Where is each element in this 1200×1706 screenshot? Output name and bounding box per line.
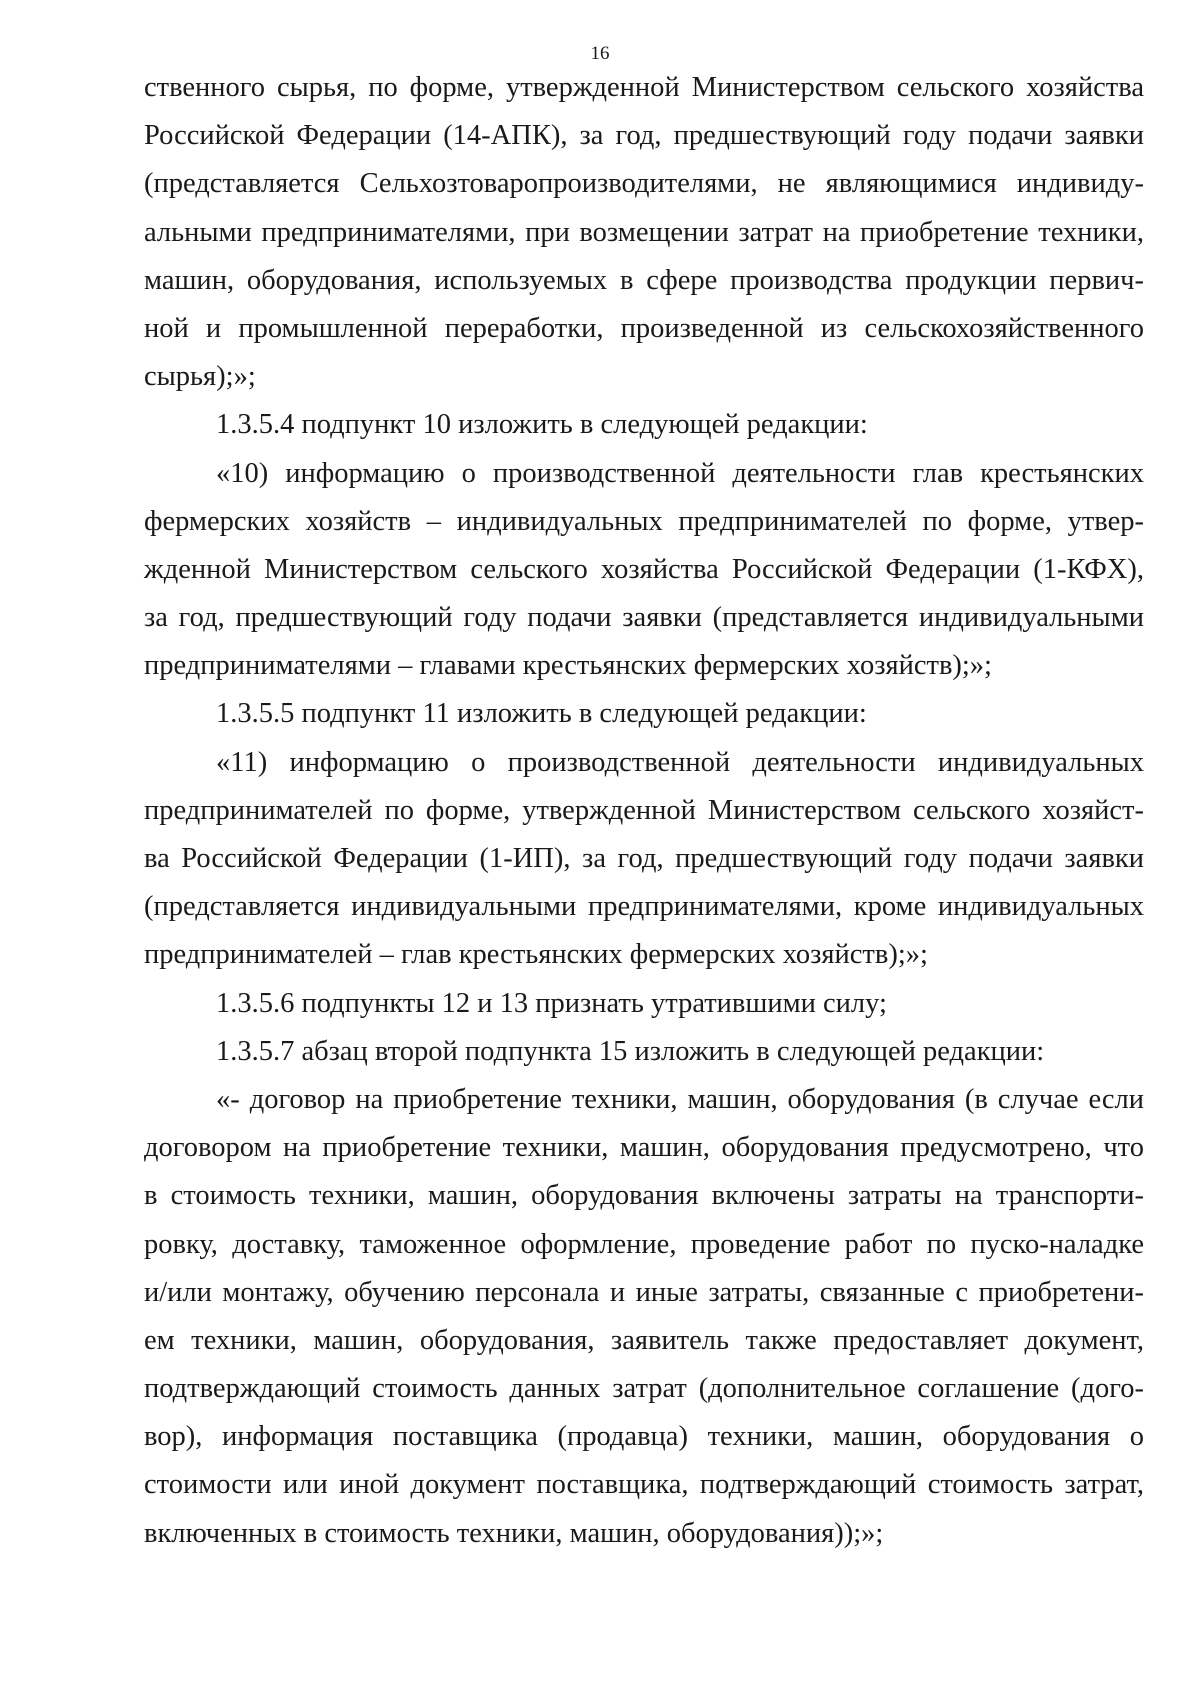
text-line: 1.3.5.4 подпункт 10 изложить в следующей редакции: (216, 409, 868, 441)
text-line: ем техники, машин, оборудования, заявитель также предоставляет документ, (144, 1324, 1144, 1356)
text-line: 1.3.5.5 подпункт 11 изложить в следующей редакции: (216, 698, 867, 730)
text-line: (представляется индивидуальными предпринимателями, кроме индивидуальных (144, 891, 1144, 923)
text-line: вор), информация поставщика (продавца) техники, машин, оборудования о (144, 1421, 1144, 1453)
text-line: «10) информацию о производственной деятельности глав крестьянских (216, 457, 1144, 489)
text-line: 1.3.5.7 абзац второй подпункта 15 изложить в следующей редакции: (216, 1035, 1045, 1067)
text-line: альными предпринимателями, при возмещении затрат на приобретение техники, (144, 216, 1144, 248)
text-line: стоимости или иной документ поставщика, подтверждающий стоимость затрат, (144, 1469, 1144, 1501)
text-line: ственного сырья, по форме, утвержденной Министерством сельского хозяйства (144, 72, 1144, 103)
text-line: за год, предшествующий году подачи заявки (представляется индивидуальными (144, 602, 1144, 634)
text-line: фермерских хозяйств – индивидуальных предпринимателей по форме, утвер- (144, 505, 1144, 537)
text-line: договором на приобретение техники, машин, оборудования предусмотрено, что (144, 1132, 1144, 1164)
text-line: «- договор на приобретение техники, машин, оборудования (в случае если (216, 1083, 1144, 1115)
document-body (144, 64, 1144, 1558)
text-line: в стоимость техники, машин, оборудования включены затраты на транспорти- (144, 1180, 1144, 1212)
text-line: и/или монтажу, обучению персонала и иные затраты, связанные с приобретени- (144, 1276, 1144, 1308)
text-line: ной и промышленной переработки, произведенной из сельскохозяйственного (144, 312, 1144, 344)
text-line: ва Российской Федерации (1-ИП), за год, предшествующий году подачи заявки (144, 843, 1144, 874)
text-line: предпринимателей по форме, утвержденной Министерством сельского хозяйст- (144, 794, 1144, 826)
text-line: Российской Федерации (14-АПК), за год, предшествующий году подачи заявки (144, 120, 1144, 152)
text-line: машин, оборудования, используемых в сфере производства продукции первич- (144, 264, 1144, 296)
page-number: 16 (590, 43, 610, 64)
text-line: жденной Министерством сельского хозяйства Российской Федерации (1-КФХ), (144, 553, 1144, 585)
text-line: включенных в стоимость техники, машин, оборудования));»; (144, 1517, 884, 1549)
text-line: 1.3.5.6 подпункты 12 и 13 признать утратившими силу; (216, 987, 887, 1019)
text-line: предпринимателями – главами крестьянских фермерских хозяйств);»; (144, 650, 992, 682)
text-line: (представляется Сельхозтоваропроизводителями, не являющимися индивиду- (144, 168, 1144, 200)
text-line: сырья);»; (144, 361, 256, 393)
text-line: ровку, доставку, таможенное оформление, проведение работ по пуско-наладке (144, 1228, 1144, 1260)
text-line: предпринимателей – глав крестьянских фермерских хозяйств);»; (144, 939, 928, 971)
text-line: подтверждающий стоимость данных затрат (дополнительное соглашение (дого- (144, 1373, 1144, 1405)
text-line: «11) информацию о производственной деятельности индивидуальных (216, 746, 1144, 778)
